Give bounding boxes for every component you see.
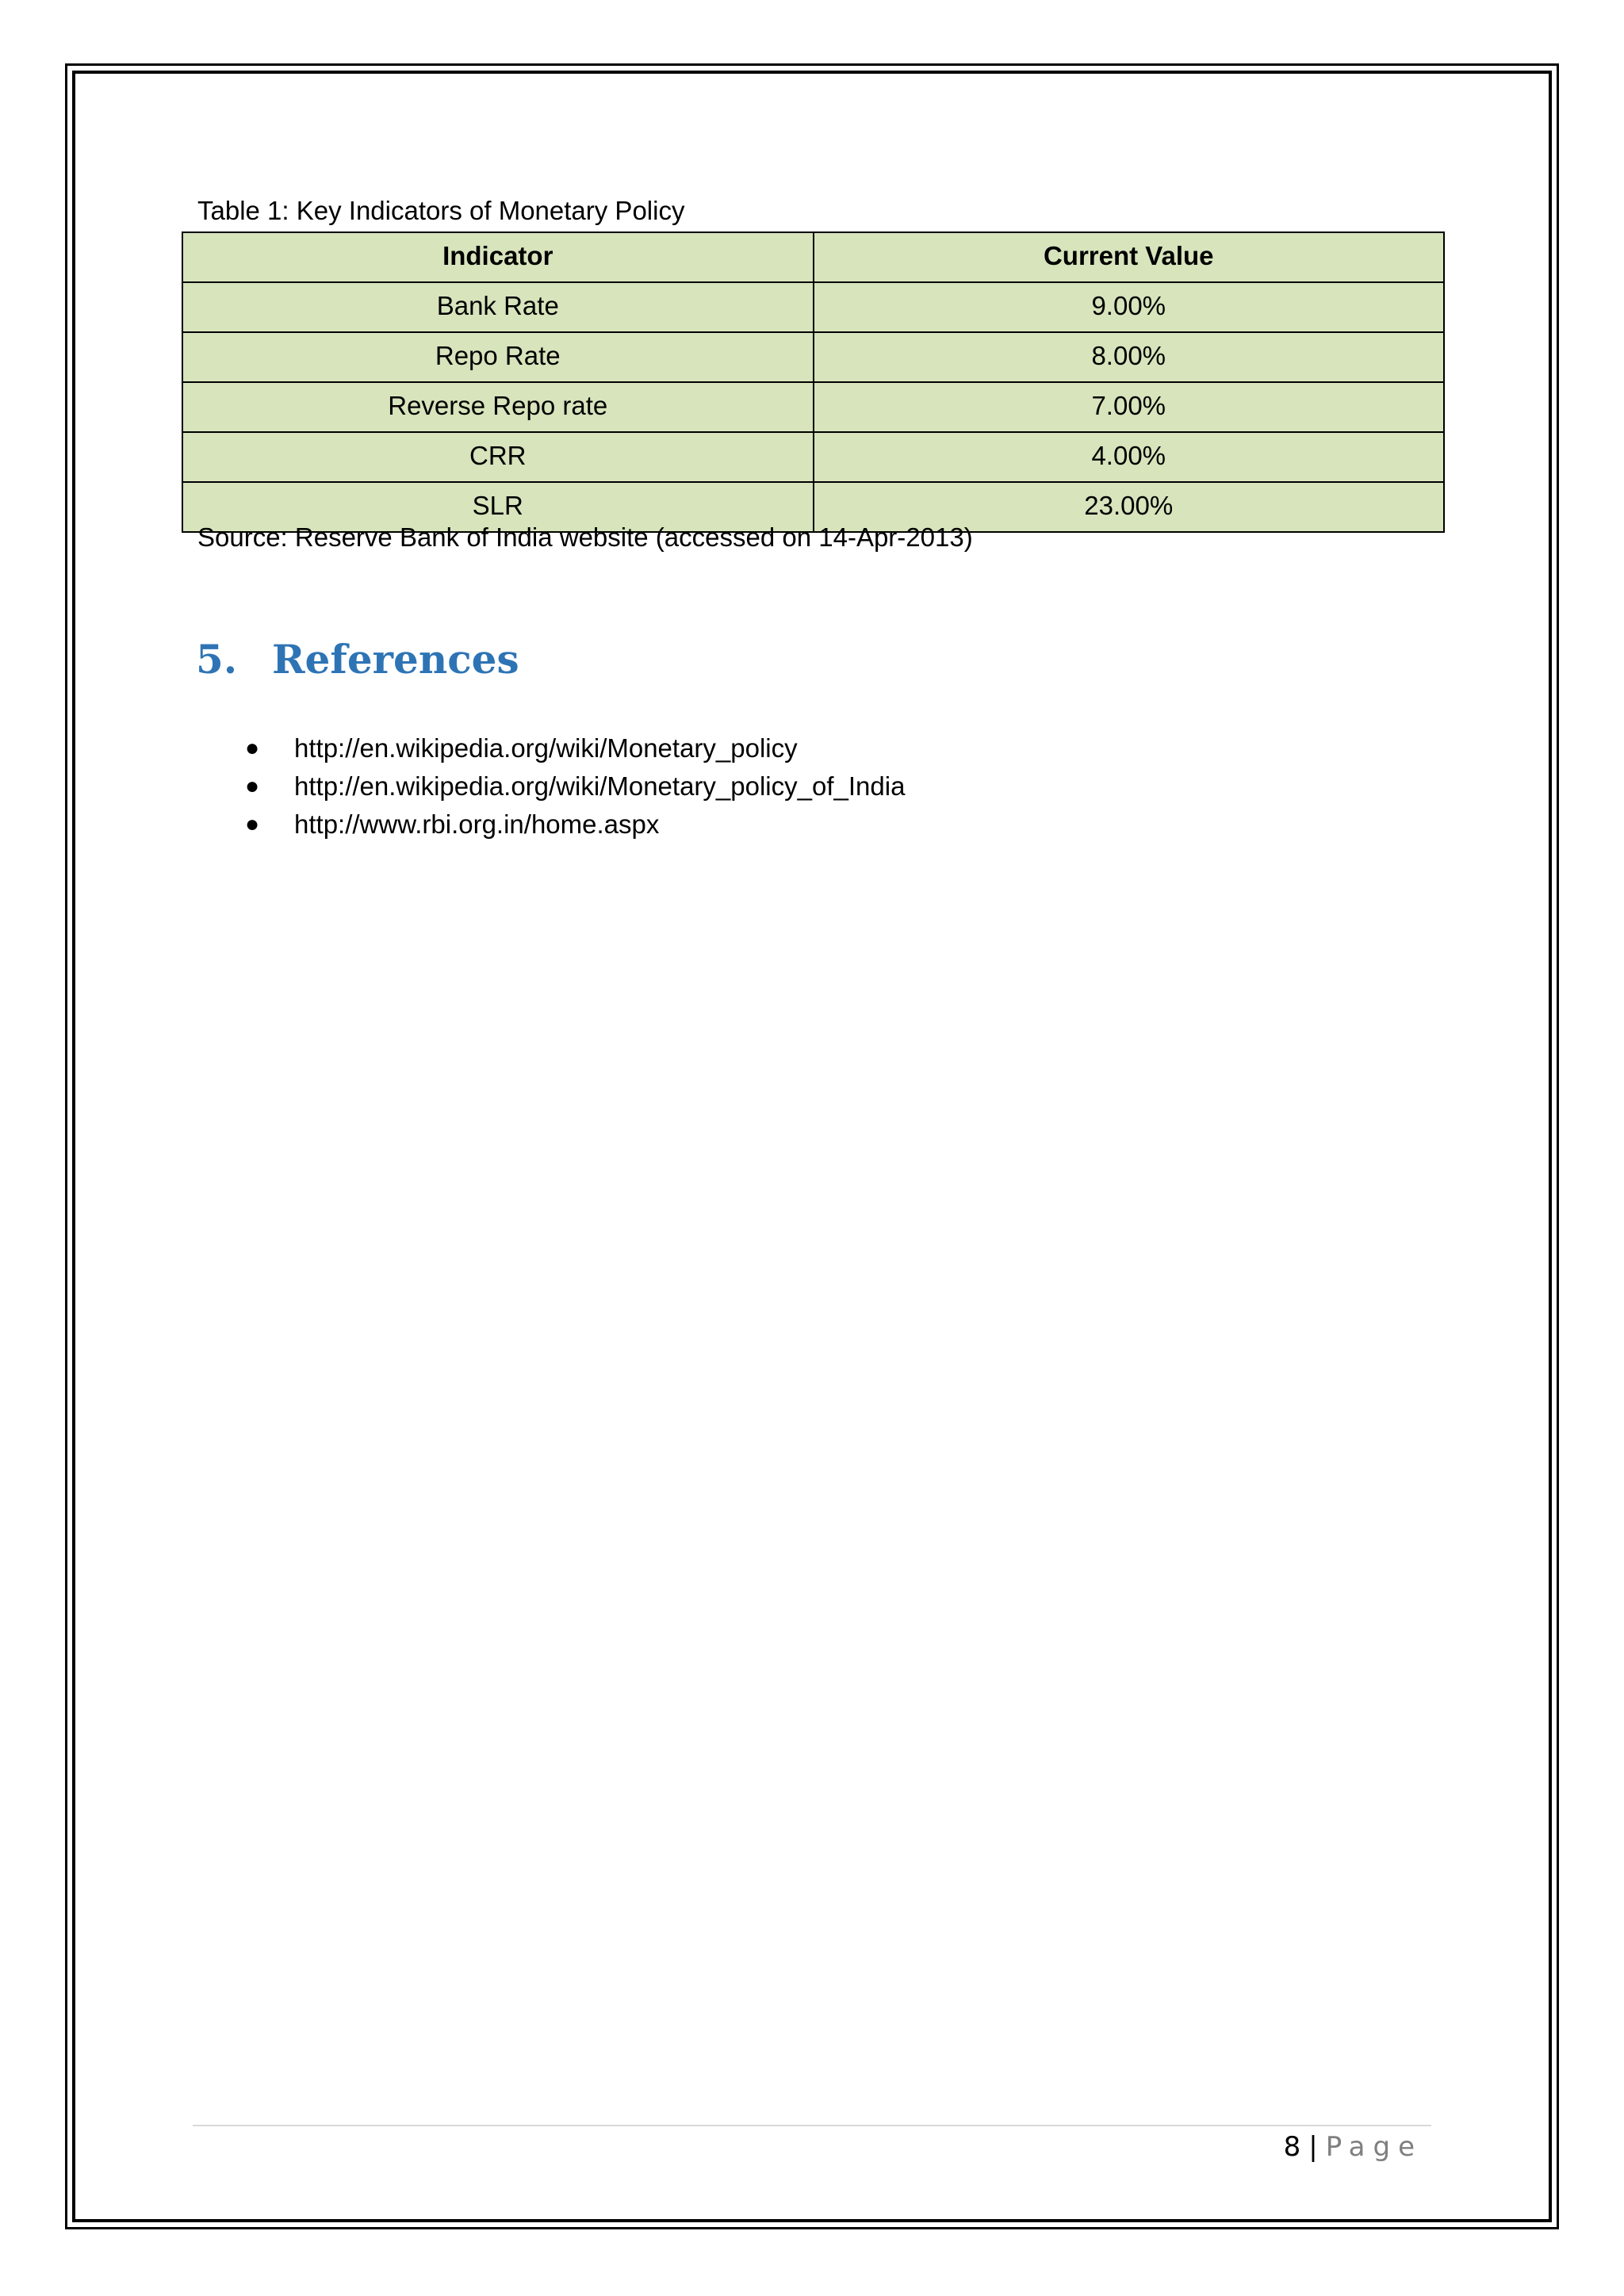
- page-number: 8: [1283, 2131, 1301, 2163]
- table-row: [182, 432, 1444, 482]
- table-row: [182, 332, 1444, 382]
- value-cell: 7.00%: [814, 382, 1445, 432]
- value-cell: 8.00%: [814, 332, 1445, 382]
- page-footer: [1284, 2130, 1423, 2164]
- section-heading: [196, 634, 519, 685]
- section-number: 5.: [196, 636, 238, 683]
- indicator-cell: Bank Rate: [182, 282, 814, 332]
- list-item: [245, 767, 905, 806]
- indicator-cell: Repo Rate: [182, 332, 814, 382]
- table-header-current-value: Current Value: [814, 232, 1445, 282]
- indicator-cell: CRR: [182, 432, 814, 482]
- table-header-row: [182, 232, 1444, 282]
- reference-link[interactable]: http://www.rbi.org.in/home.aspx: [294, 809, 660, 839]
- footer-divider: [193, 2125, 1431, 2126]
- table-row: [182, 382, 1444, 432]
- indicator-cell: Reverse Repo rate: [182, 382, 814, 432]
- table-row: [182, 282, 1444, 332]
- indicators-table: [182, 232, 1445, 533]
- indicator-cell: SLR: [182, 482, 814, 532]
- bullet-icon: ●: [245, 735, 260, 761]
- page-label: Page: [1325, 2131, 1423, 2163]
- bullet-icon: ●: [245, 811, 260, 837]
- bullet-icon: ●: [245, 773, 260, 799]
- value-cell: 23.00%: [814, 482, 1445, 532]
- reference-link[interactable]: http://en.wikipedia.org/wiki/Monetary_policy: [294, 733, 798, 763]
- reference-list: [245, 729, 905, 844]
- table-header-indicator: Indicator: [182, 232, 814, 282]
- table-caption: Table 1: Key Indicators of Monetary Policy: [197, 196, 685, 225]
- reference-link[interactable]: http://en.wikipedia.org/wiki/Monetary_policy_of_India: [294, 771, 906, 801]
- table-source-note: Source: Reserve Bank of India website (accessed on 14-Apr-2013): [197, 522, 973, 552]
- value-cell: 4.00%: [814, 432, 1445, 482]
- page-separator: |: [1308, 2131, 1318, 2163]
- list-item: [245, 729, 905, 767]
- section-title: References: [272, 636, 519, 683]
- list-item: [245, 806, 905, 844]
- value-cell: 9.00%: [814, 282, 1445, 332]
